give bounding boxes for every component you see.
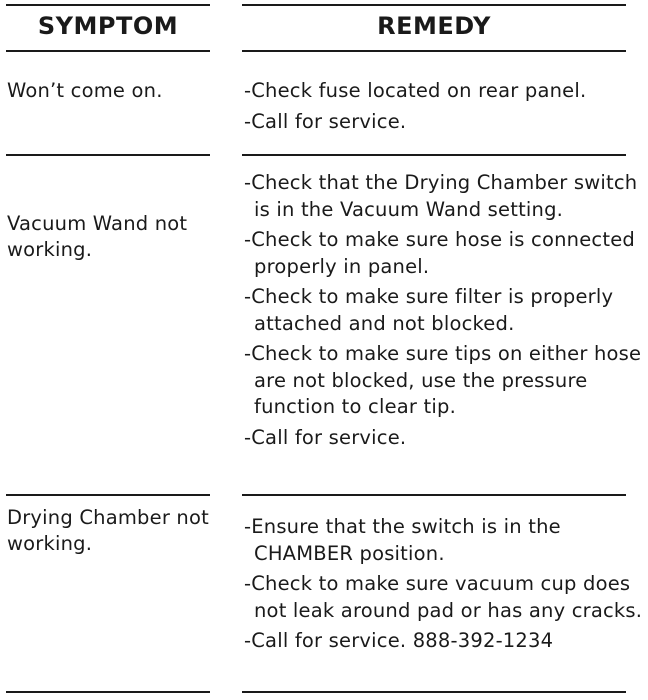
remedy-item: -Call for service. [244, 425, 407, 449]
symptom-row-3: Drying Chamber not working. [7, 506, 209, 555]
header-rule-left [6, 50, 210, 52]
remedy-item: -Check that the Drying Chamber switch is in the Vacuum Wand setting. [244, 171, 638, 221]
remedy-item: -Check to make sure hose is connected properly in panel. [244, 228, 635, 278]
symptom-column-header: SYMPTOM [37, 12, 179, 40]
row-2-rule-left [6, 494, 210, 496]
remedy-item: -Check to make sure vacuum cup does not leak around pad or has any cracks. [244, 572, 643, 622]
row-1-rule-left [6, 154, 210, 156]
top-rule-right [242, 4, 626, 6]
remedy-item: -Check to make sure tips on either hose are not blocked, use the pressure function to clear tip. [244, 342, 642, 418]
bottom-rule-left [6, 691, 210, 693]
remedy-column-header: REMEDY [377, 12, 491, 40]
symptom-row-2: Vacuum Wand not working. [7, 212, 188, 261]
symptom-row-1: Won’t come on. [7, 79, 163, 102]
remedy-list-row-2 [244, 170, 644, 455]
remedy-item: -Call for service. 888-392-1234 [244, 629, 554, 652]
header-rule-right [242, 50, 626, 52]
remedy-list-row-1 [244, 78, 644, 139]
row-1-rule-right [242, 154, 626, 156]
remedy-item: -Check fuse located on rear panel. [244, 79, 587, 102]
bottom-rule-right [242, 691, 626, 693]
remedy-item: -Ensure that the switch is in the CHAMBER position. [244, 515, 561, 565]
remedy-list-row-3 [244, 514, 644, 659]
top-rule-left [6, 4, 210, 6]
remedy-item: -Check to make sure filter is properly attached and not blocked. [244, 285, 614, 335]
row-2-rule-right [242, 494, 626, 496]
remedy-item: -Call for service. [244, 109, 407, 133]
